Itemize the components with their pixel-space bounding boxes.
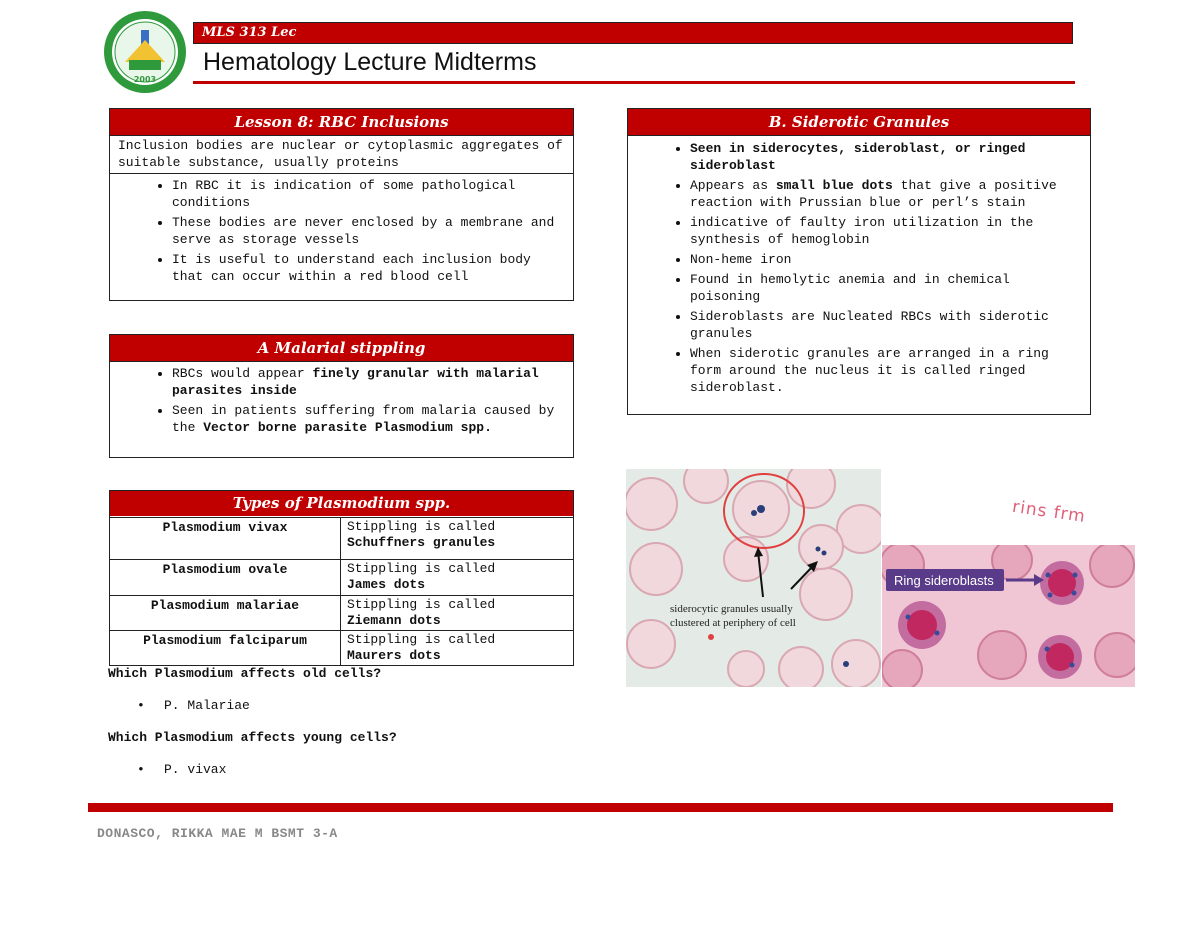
malarial-list — [110, 362, 573, 441]
course-banner — [193, 22, 1073, 44]
lesson-inclusions-box — [109, 108, 574, 301]
list-item: • Appears as small blue dots that give a positive reaction with Prussian blue or perl’s stain — [690, 177, 1084, 211]
answer-old-cells: • P. Malariae — [137, 698, 250, 713]
species-name: Plasmodium ovale — [110, 560, 341, 596]
table-row — [110, 631, 574, 666]
footer-divider — [88, 803, 1113, 812]
species-name: Plasmodium malariae — [110, 596, 341, 631]
malarial-stippling-box — [109, 334, 574, 458]
table-row — [110, 518, 574, 560]
handwritten-note: rins frm — [1010, 496, 1088, 528]
list-item: • When siderotic granules are arranged in a ring form around the nucleus it is called ringed sideroblast. — [690, 345, 1084, 396]
answer-young-cells: • P. vivax — [137, 762, 227, 777]
ring-sideroblast-label: Ring sideroblasts — [894, 573, 994, 588]
list-item: • Seen in patients suffering from malaria caused by the Vector borne parasite Plasmodium spp. — [172, 402, 567, 436]
ring-sideroblast-image — [882, 545, 1135, 687]
species-name: Plasmodium falciparum — [110, 631, 341, 666]
stippling-desc: Stippling is called James dots — [341, 560, 574, 596]
list-item: • Found in hemolytic anemia and in chemical poisoning — [690, 271, 1084, 305]
course-code: MLS 313 Lec — [202, 25, 297, 40]
title-divider — [193, 81, 1075, 84]
bullet-icon: • — [137, 698, 145, 713]
siderocyte-smear-image — [626, 469, 881, 687]
list-item: • These bodies are never enclosed by a membrane and serve as storage vessels — [172, 214, 567, 248]
list-item: • In RBC it is indication of some pathological conditions — [172, 177, 567, 211]
list-item: • Non-heme iron — [690, 251, 1084, 268]
bullet-icon: • — [137, 762, 145, 777]
author-footer: DONASCO, RIKKA MAE M BSMT 3-A — [97, 826, 338, 841]
plasmodium-heading: Types of Plasmodium spp. — [110, 491, 573, 516]
siderotic-list — [628, 136, 1090, 401]
list-item: • Sideroblasts are Nucleated RBCs with siderotic granules — [690, 308, 1084, 342]
svg-text:2003: 2003 — [133, 75, 157, 84]
plasmodium-types-table — [109, 490, 574, 666]
page-title: Hematology Lecture Midterms — [203, 48, 537, 76]
school-seal-logo — [103, 10, 187, 94]
list-item: • indicative of faulty iron utilization in the synthesis of hemoglobin — [690, 214, 1084, 248]
stippling-desc: Stippling is called Maurers dots — [341, 631, 574, 666]
siderotic-heading: B. Siderotic Granules — [628, 109, 1090, 136]
lesson-heading: Lesson 8: RBC Inclusions — [110, 109, 573, 136]
stippling-desc: Stippling is called Ziemann dots — [341, 596, 574, 631]
question-young-cells: Which Plasmodium affects young cells? — [108, 730, 397, 745]
table-row — [110, 596, 574, 631]
list-item: • It is useful to understand each inclusion body that can occur within a red blood cell — [172, 251, 567, 285]
species-name: Plasmodium vivax — [110, 518, 341, 560]
table-row — [110, 560, 574, 596]
siderocyte-caption: siderocytic granules usually clustered at periphery of cell — [670, 603, 796, 629]
list-item: • RBCs would appear finely granular with malarial parasites inside — [172, 365, 567, 399]
malarial-heading: A Malarial stippling — [110, 335, 573, 362]
stippling-desc: Stippling is called Schuffners granules — [341, 518, 574, 560]
list-item: • Seen in siderocytes, sideroblast, or ringed sideroblast — [690, 140, 1084, 174]
question-old-cells: Which Plasmodium affects old cells? — [108, 666, 382, 681]
lesson-list — [110, 174, 573, 290]
lesson-intro: Inclusion bodies are nuclear or cytoplasmic aggregates of suitable substance, usually proteins — [110, 136, 573, 174]
siderotic-granules-box — [627, 108, 1091, 415]
